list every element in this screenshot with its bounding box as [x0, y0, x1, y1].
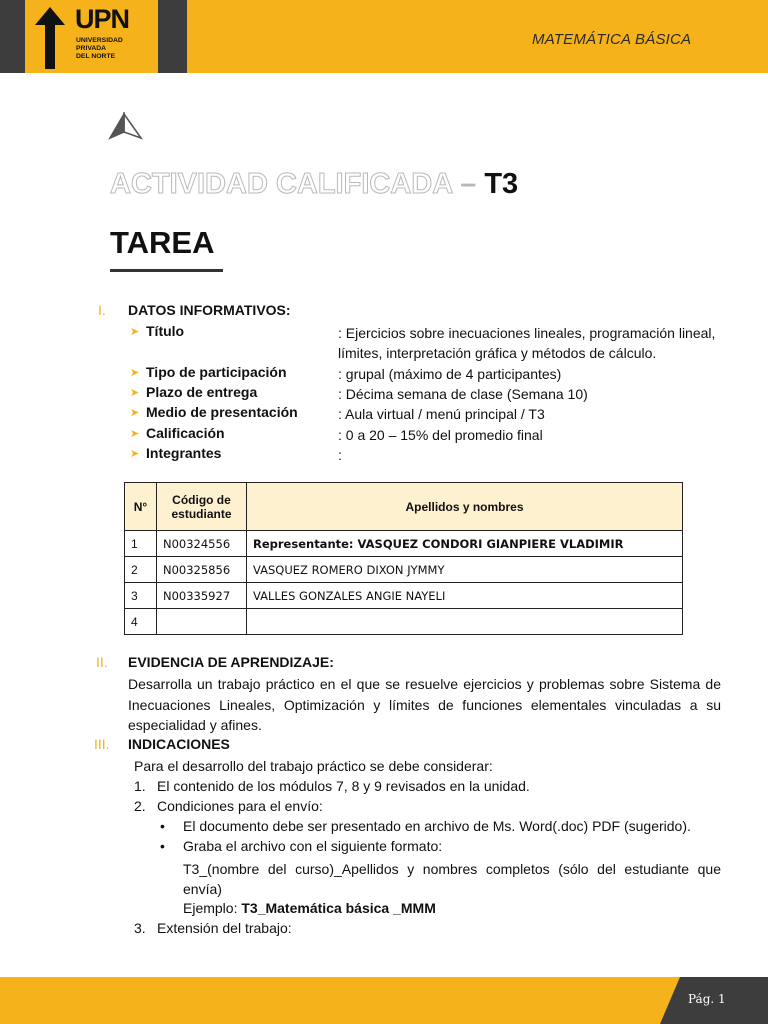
bullet-item-2: Graba el archivo con el siguiente formato:	[183, 838, 443, 854]
bullet-item-1: El documento debe ser presentado en archivo de Ms. Word(.doc) PDF (sugerido).	[183, 818, 691, 834]
list-number-3: 3.	[134, 920, 146, 936]
arrow-bullet-icon: ➤	[130, 428, 140, 440]
header-n: N°	[125, 483, 157, 531]
section3-number: III.	[94, 736, 110, 752]
list-item-2: Condiciones para el envío:	[157, 798, 323, 814]
upn-arrow-icon	[35, 7, 65, 69]
example-line: Ejemplo: T3_Matemática básica _MMM	[183, 900, 436, 916]
activity-title: ACTIVIDAD CALIFICADA – T3	[110, 168, 519, 200]
bullet-dot-icon: •	[160, 838, 165, 854]
logo-main-text: UPN	[75, 4, 130, 34]
format-text: T3_(nombre del curso)_Apellidos y nombres completos (sólo del estudiante que envía)	[183, 861, 721, 897]
arrow-bullet-icon: ➤	[130, 407, 140, 419]
tarea-underline	[110, 269, 223, 272]
members-table	[124, 482, 683, 635]
section1-number: I.	[98, 302, 106, 318]
section3-title: INDICACIONES	[128, 736, 230, 752]
arrow-bullet-icon: ➤	[130, 387, 140, 399]
course-title: MATEMÁTICA BÁSICA	[532, 31, 692, 48]
list-number-2: 2.	[134, 798, 146, 814]
arrow-bullet-icon: ➤	[130, 448, 140, 460]
section2-number: II.	[96, 654, 108, 670]
footer-bar	[0, 977, 768, 1024]
table-row: 2 N00325856 VASQUEZ ROMERO DIXON JYMMY	[125, 557, 683, 583]
arrow-bullet-icon: ➤	[130, 326, 140, 338]
list-number-1: 1.	[134, 778, 146, 794]
list-item-3: Extensión del trabajo:	[157, 920, 292, 936]
arrow-bullet-icon: ➤	[130, 367, 140, 379]
upn-logo	[25, 0, 158, 73]
bullet-dot-icon: •	[160, 818, 165, 834]
header-name: Apellidos y nombres	[247, 483, 683, 531]
table-row: 3 N00335927 VALLES GONZALES ANGIE NAYELI	[125, 583, 683, 609]
section1-title: DATOS INFORMATIVOS:	[128, 302, 291, 318]
table-row: 4	[125, 609, 683, 635]
logo-sub-text: UNIVERSIDAD PRIVADA DEL NORTE	[76, 37, 123, 61]
navigation-triangle-icon	[108, 112, 144, 142]
tarea-heading: TAREA	[110, 225, 215, 260]
table-row: 1 N00324556 Representante: VASQUEZ CONDORI GIANPIERE VLADIMIR	[125, 531, 683, 557]
table-header-row	[125, 483, 683, 531]
section2-body: Desarrolla un trabajo práctico en el que se resuelve ejercicios y problemas sobre Sistema de Inecuaciones Lineales, Optimización y límites de funciones elementales vinculadas a su especialidad y afines.	[128, 676, 721, 733]
section2-title: EVIDENCIA DE APRENDIZAJE:	[128, 654, 334, 670]
section3-intro: Para el desarrollo del trabajo práctico se debe considerar:	[134, 758, 493, 774]
page-number: Pág. 1	[688, 992, 726, 1006]
header-code: Código de estudiante	[157, 483, 247, 531]
list-item-1: El contenido de los módulos 7, 8 y 9 revisados en la unidad.	[157, 778, 530, 794]
